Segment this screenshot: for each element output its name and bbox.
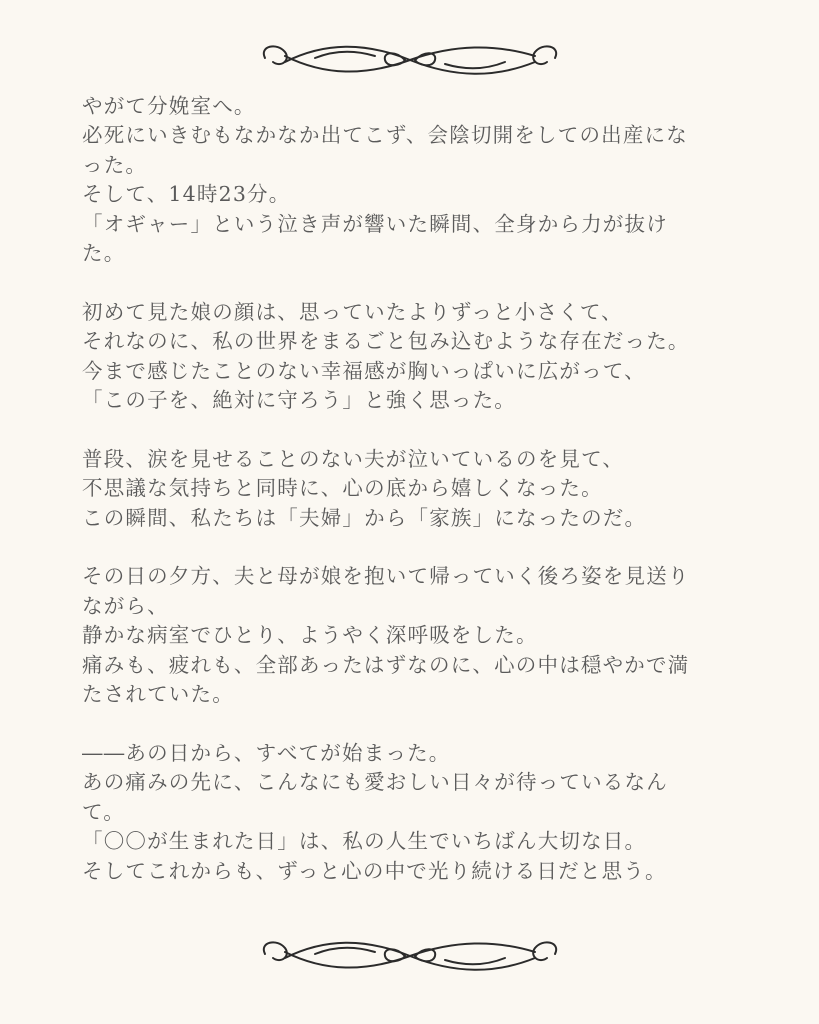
document-body [82, 92, 754, 886]
text-line: て。 [82, 799, 125, 824]
text-line: ながら、 [82, 593, 169, 618]
paragraph-gap [82, 415, 754, 444]
text-line: 不思議な気持ちと同時に、心の底から嬉しくなった。 [82, 476, 603, 501]
paragraph [82, 445, 754, 533]
paragraph [82, 298, 754, 416]
text-line: そして、14時23分。 [82, 182, 291, 207]
text-line: 「オギャー」という泣き声が響いた瞬間、全身から力が抜け [82, 211, 668, 236]
paragraph-gap [82, 268, 754, 297]
text-line: 普段、涙を見せることのない夫が泣いているのを見て、 [82, 446, 625, 471]
top-flourish-icon [0, 40, 819, 80]
bottom-flourish-icon [0, 936, 819, 976]
paragraph [82, 92, 754, 268]
text-line: それなのに、私の世界をまるごと包み込むような存在だった。 [82, 329, 690, 354]
text-line: ――あの日から、すべてが始まった。 [82, 740, 451, 765]
text-line: あの痛みの先に、こんなにも愛おしい日々が待っているなん [82, 770, 668, 795]
text-line: 初めて見た娘の顔は、思っていたよりずっと小さくて、 [82, 299, 623, 324]
text-line: 痛みも、疲れも、全部あったはずなのに、心の中は穏やかで満 [82, 652, 690, 677]
text-line: 必死にいきむもなかなか出てこず、会陰切開をしての出産にな [82, 123, 688, 148]
paragraph-gap [82, 709, 754, 738]
text-line: たされていた。 [82, 682, 234, 707]
text-line: た。 [82, 241, 126, 266]
text-line: その日の夕方、夫と母が娘を抱いて帰っていく後ろ姿を見送り [82, 564, 690, 589]
text-line: 静かな病室でひとり、ようやく深呼吸をした。 [82, 623, 538, 648]
paragraph [82, 562, 754, 709]
paragraph [82, 739, 754, 886]
text-line: 今まで感じたことのない幸福感が胸いっぱいに広がって、 [82, 358, 646, 383]
text-line: やがて分娩室へ。 [82, 94, 256, 118]
text-line: った。 [82, 152, 148, 177]
text-line: この瞬間、私たちは「夫婦」から「家族」になったのだ。 [82, 505, 647, 530]
text-line: そしてこれからも、ずっと心の中で光り続ける日だと思う。 [82, 858, 667, 883]
paragraph-gap [82, 533, 754, 562]
text-line: 「この子を、絶対に守ろう」と強く思った。 [82, 388, 516, 413]
text-line: 「〇〇が生まれた日」は、私の人生でいちばん大切な日。 [82, 829, 647, 854]
